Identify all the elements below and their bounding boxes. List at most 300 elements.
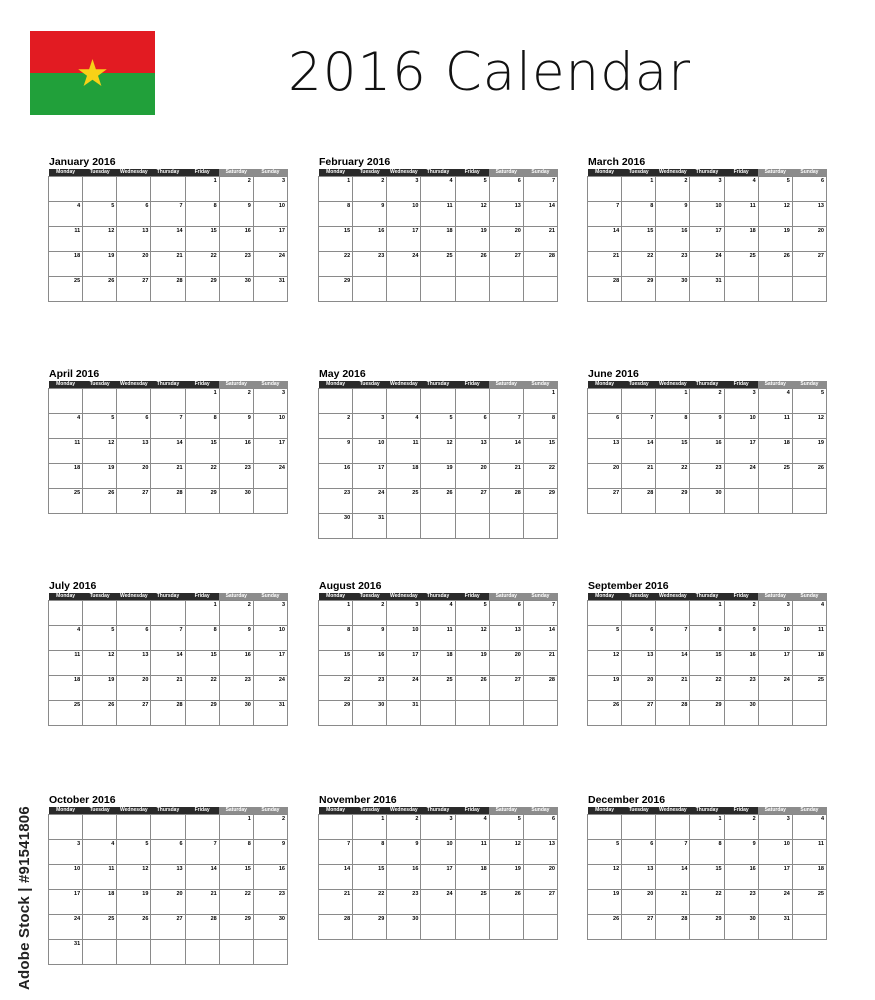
- day-cell: 23: [690, 464, 724, 489]
- day-cell: 12: [455, 626, 489, 651]
- day-cell: 5: [455, 601, 489, 626]
- day-cell: 14: [523, 626, 557, 651]
- day-cell: [49, 815, 83, 840]
- day-cell: 28: [656, 701, 690, 726]
- day-cell: 1: [219, 815, 253, 840]
- day-cell: 23: [219, 464, 253, 489]
- day-cell: 12: [83, 227, 117, 252]
- day-cell: 12: [758, 202, 792, 227]
- day-cell: 27: [588, 489, 622, 514]
- day-cell: [151, 940, 185, 965]
- day-cell: 6: [151, 840, 185, 865]
- day-cell: 18: [421, 227, 455, 252]
- month-title: September 2016: [588, 580, 669, 592]
- weekday-header: Saturday: [219, 593, 253, 601]
- day-cell: [724, 489, 758, 514]
- day-cell: 20: [117, 252, 151, 277]
- day-cell: [151, 389, 185, 414]
- day-cell: 10: [690, 202, 724, 227]
- day-cell: 17: [387, 651, 421, 676]
- day-cell: 21: [151, 676, 185, 701]
- month-title: August 2016: [319, 580, 382, 592]
- month-calendar: [48, 155, 288, 302]
- day-cell: 22: [622, 252, 656, 277]
- day-cell: 23: [387, 890, 421, 915]
- day-cell: 10: [253, 626, 287, 651]
- day-cell: 23: [219, 252, 253, 277]
- day-cell: 3: [353, 414, 387, 439]
- day-cell: 2: [387, 815, 421, 840]
- weekday-header: Tuesday: [353, 381, 387, 389]
- day-cell: 28: [588, 277, 622, 302]
- day-cell: 21: [622, 464, 656, 489]
- day-cell: 28: [319, 915, 353, 940]
- day-cell: [151, 177, 185, 202]
- day-cell: 20: [523, 865, 557, 890]
- day-cell: 16: [219, 651, 253, 676]
- day-cell: [455, 514, 489, 539]
- day-cell: [83, 177, 117, 202]
- day-cell: 12: [421, 439, 455, 464]
- day-cell: 21: [151, 252, 185, 277]
- day-cell: 8: [523, 414, 557, 439]
- day-cell: 24: [758, 890, 792, 915]
- day-cell: 21: [656, 890, 690, 915]
- day-cell: 13: [792, 202, 826, 227]
- weekday-header: Friday: [724, 593, 758, 601]
- day-cell: 22: [523, 464, 557, 489]
- day-cell: 12: [792, 414, 826, 439]
- day-cell: 20: [455, 464, 489, 489]
- day-cell: [117, 815, 151, 840]
- day-cell: 12: [83, 651, 117, 676]
- day-cell: 3: [758, 601, 792, 626]
- weekday-header: Monday: [319, 593, 353, 601]
- day-cell: 7: [523, 601, 557, 626]
- day-cell: 4: [421, 601, 455, 626]
- day-cell: 2: [253, 815, 287, 840]
- day-cell: 25: [758, 464, 792, 489]
- weekday-header: Wednesday: [656, 807, 690, 815]
- day-cell: 17: [253, 227, 287, 252]
- weekday-header: Friday: [185, 593, 219, 601]
- day-cell: 24: [353, 489, 387, 514]
- day-cell: [588, 815, 622, 840]
- day-cell: 17: [758, 651, 792, 676]
- weekday-header: Saturday: [219, 169, 253, 177]
- day-cell: 19: [455, 227, 489, 252]
- day-cell: 20: [792, 227, 826, 252]
- weekday-header: Wednesday: [117, 807, 151, 815]
- weekday-header: Tuesday: [622, 381, 656, 389]
- day-cell: 29: [219, 915, 253, 940]
- day-cell: 14: [319, 865, 353, 890]
- day-cell: [49, 601, 83, 626]
- day-cell: 16: [353, 651, 387, 676]
- month-title: December 2016: [588, 794, 666, 806]
- day-cell: 31: [387, 701, 421, 726]
- day-cell: 29: [690, 915, 724, 940]
- day-cell: 2: [724, 601, 758, 626]
- day-cell: 19: [455, 651, 489, 676]
- day-cell: [588, 177, 622, 202]
- day-cell: 4: [49, 626, 83, 651]
- month-title: March 2016: [588, 156, 646, 168]
- month-calendar: [48, 579, 288, 726]
- day-cell: 18: [792, 865, 826, 890]
- day-cell: 11: [792, 626, 826, 651]
- day-cell: 15: [319, 651, 353, 676]
- day-cell: 15: [185, 651, 219, 676]
- day-cell: 27: [151, 915, 185, 940]
- day-cell: 7: [656, 840, 690, 865]
- day-cell: 30: [219, 701, 253, 726]
- day-cell: 7: [523, 177, 557, 202]
- day-cell: 7: [151, 202, 185, 227]
- day-cell: 20: [622, 890, 656, 915]
- day-cell: [455, 389, 489, 414]
- day-cell: 29: [185, 701, 219, 726]
- day-cell: [117, 601, 151, 626]
- weekday-header: Tuesday: [83, 381, 117, 389]
- day-cell: 30: [690, 489, 724, 514]
- day-cell: 24: [758, 676, 792, 701]
- day-cell: 5: [792, 389, 826, 414]
- day-cell: 14: [588, 227, 622, 252]
- day-cell: 31: [49, 940, 83, 965]
- day-cell: 15: [622, 227, 656, 252]
- day-cell: 11: [421, 202, 455, 227]
- day-cell: 6: [117, 202, 151, 227]
- day-cell: 1: [185, 389, 219, 414]
- day-cell: 23: [353, 252, 387, 277]
- day-cell: 24: [49, 915, 83, 940]
- day-cell: 13: [489, 626, 523, 651]
- day-cell: 28: [622, 489, 656, 514]
- weekday-header: Tuesday: [83, 593, 117, 601]
- day-cell: [455, 915, 489, 940]
- day-cell: [421, 915, 455, 940]
- day-cell: 18: [83, 890, 117, 915]
- day-cell: 16: [319, 464, 353, 489]
- day-cell: 14: [151, 651, 185, 676]
- day-cell: 8: [185, 626, 219, 651]
- day-cell: 8: [319, 626, 353, 651]
- day-cell: 19: [421, 464, 455, 489]
- weekday-header: Friday: [455, 169, 489, 177]
- day-cell: 27: [455, 489, 489, 514]
- weekday-header: Saturday: [489, 381, 523, 389]
- weekday-header: Saturday: [489, 169, 523, 177]
- day-cell: [523, 514, 557, 539]
- day-cell: 14: [151, 439, 185, 464]
- weekday-header: Thursday: [421, 381, 455, 389]
- day-cell: 25: [421, 676, 455, 701]
- day-cell: 8: [185, 414, 219, 439]
- day-cell: 16: [353, 227, 387, 252]
- day-cell: 14: [489, 439, 523, 464]
- day-cell: 4: [387, 414, 421, 439]
- day-cell: [656, 601, 690, 626]
- day-cell: 9: [724, 840, 758, 865]
- day-cell: 10: [49, 865, 83, 890]
- day-cell: [185, 815, 219, 840]
- weekday-header: Monday: [588, 593, 622, 601]
- day-cell: 19: [83, 252, 117, 277]
- weekday-header: Wednesday: [387, 381, 421, 389]
- day-cell: 17: [690, 227, 724, 252]
- day-cell: 26: [489, 890, 523, 915]
- weekday-header: Tuesday: [353, 169, 387, 177]
- day-cell: 8: [319, 202, 353, 227]
- day-cell: 11: [83, 865, 117, 890]
- day-cell: 28: [523, 676, 557, 701]
- day-cell: 4: [421, 177, 455, 202]
- day-cell: 19: [792, 439, 826, 464]
- day-cell: 15: [185, 439, 219, 464]
- day-cell: 29: [319, 277, 353, 302]
- day-cell: 18: [49, 464, 83, 489]
- day-cell: [792, 277, 826, 302]
- day-cell: [588, 389, 622, 414]
- day-cell: [421, 514, 455, 539]
- day-cell: 22: [219, 890, 253, 915]
- day-cell: 4: [83, 840, 117, 865]
- month-table: [318, 807, 558, 940]
- day-cell: 27: [489, 252, 523, 277]
- day-cell: 18: [758, 439, 792, 464]
- day-cell: [523, 701, 557, 726]
- weekday-header: Sunday: [792, 593, 826, 601]
- day-cell: [489, 277, 523, 302]
- weekday-header: Tuesday: [622, 807, 656, 815]
- weekday-header: Wednesday: [387, 593, 421, 601]
- day-cell: 17: [758, 865, 792, 890]
- day-cell: 8: [690, 626, 724, 651]
- day-cell: 6: [588, 414, 622, 439]
- day-cell: 23: [353, 676, 387, 701]
- day-cell: 13: [588, 439, 622, 464]
- day-cell: [758, 701, 792, 726]
- day-cell: 28: [151, 701, 185, 726]
- day-cell: 22: [185, 464, 219, 489]
- weekday-header: Thursday: [690, 169, 724, 177]
- weekday-header: Sunday: [253, 807, 287, 815]
- weekday-header: Thursday: [151, 381, 185, 389]
- day-cell: 11: [49, 439, 83, 464]
- month-table: [587, 807, 827, 940]
- day-cell: [319, 815, 353, 840]
- day-cell: 22: [353, 890, 387, 915]
- day-cell: 16: [253, 865, 287, 890]
- day-cell: 23: [319, 489, 353, 514]
- weekday-header: Sunday: [523, 593, 557, 601]
- day-cell: 9: [724, 626, 758, 651]
- day-cell: [353, 389, 387, 414]
- month-title: November 2016: [319, 794, 397, 806]
- day-cell: 15: [656, 439, 690, 464]
- day-cell: 10: [387, 202, 421, 227]
- day-cell: 1: [690, 815, 724, 840]
- day-cell: 6: [489, 601, 523, 626]
- weekday-header: Sunday: [253, 169, 287, 177]
- day-cell: 15: [690, 651, 724, 676]
- day-cell: 15: [353, 865, 387, 890]
- day-cell: 17: [353, 464, 387, 489]
- day-cell: 28: [185, 915, 219, 940]
- day-cell: 2: [690, 389, 724, 414]
- day-cell: [83, 389, 117, 414]
- day-cell: 31: [353, 514, 387, 539]
- day-cell: 17: [253, 651, 287, 676]
- day-cell: [792, 701, 826, 726]
- day-cell: 24: [690, 252, 724, 277]
- day-cell: 7: [622, 414, 656, 439]
- page-title: 2016 Calendar: [288, 42, 692, 103]
- day-cell: 10: [758, 626, 792, 651]
- day-cell: 25: [49, 489, 83, 514]
- day-cell: 23: [656, 252, 690, 277]
- day-cell: 30: [724, 915, 758, 940]
- day-cell: 7: [489, 414, 523, 439]
- weekday-header: Saturday: [219, 381, 253, 389]
- weekday-header: Friday: [724, 381, 758, 389]
- weekday-header: Friday: [185, 381, 219, 389]
- weekday-header: Monday: [319, 807, 353, 815]
- day-cell: 1: [690, 601, 724, 626]
- day-cell: 7: [588, 202, 622, 227]
- day-cell: 20: [151, 890, 185, 915]
- day-cell: [387, 277, 421, 302]
- day-cell: [185, 940, 219, 965]
- day-cell: 5: [83, 626, 117, 651]
- weekday-header: Monday: [319, 381, 353, 389]
- weekday-header: Friday: [455, 807, 489, 815]
- day-cell: 13: [455, 439, 489, 464]
- day-cell: 3: [758, 815, 792, 840]
- weekday-header: Friday: [455, 381, 489, 389]
- day-cell: 9: [219, 626, 253, 651]
- day-cell: 8: [656, 414, 690, 439]
- day-cell: 26: [455, 676, 489, 701]
- weekday-header: Sunday: [523, 381, 557, 389]
- day-cell: 5: [588, 840, 622, 865]
- day-cell: 3: [724, 389, 758, 414]
- day-cell: 8: [353, 840, 387, 865]
- day-cell: [455, 277, 489, 302]
- day-cell: 3: [253, 177, 287, 202]
- day-cell: 27: [523, 890, 557, 915]
- day-cell: 30: [656, 277, 690, 302]
- weekday-header: Monday: [49, 593, 83, 601]
- weekday-header: Thursday: [421, 807, 455, 815]
- month-table: [587, 169, 827, 302]
- day-cell: 4: [455, 815, 489, 840]
- day-cell: 13: [489, 202, 523, 227]
- day-cell: [319, 389, 353, 414]
- day-cell: 2: [219, 601, 253, 626]
- day-cell: 30: [724, 701, 758, 726]
- day-cell: 21: [151, 464, 185, 489]
- day-cell: 7: [656, 626, 690, 651]
- day-cell: 6: [117, 626, 151, 651]
- day-cell: [387, 389, 421, 414]
- day-cell: [758, 277, 792, 302]
- day-cell: 2: [656, 177, 690, 202]
- day-cell: 25: [49, 277, 83, 302]
- day-cell: 27: [622, 915, 656, 940]
- day-cell: 14: [523, 202, 557, 227]
- day-cell: 29: [690, 701, 724, 726]
- day-cell: 18: [421, 651, 455, 676]
- day-cell: 19: [83, 464, 117, 489]
- day-cell: 21: [319, 890, 353, 915]
- day-cell: [588, 601, 622, 626]
- month-calendar: [318, 793, 558, 940]
- weekday-header: Wednesday: [117, 381, 151, 389]
- weekday-header: Saturday: [758, 169, 792, 177]
- day-cell: 9: [253, 840, 287, 865]
- day-cell: 19: [489, 865, 523, 890]
- day-cell: 9: [690, 414, 724, 439]
- day-cell: 25: [792, 890, 826, 915]
- day-cell: 25: [387, 489, 421, 514]
- day-cell: 18: [387, 464, 421, 489]
- day-cell: 5: [421, 414, 455, 439]
- day-cell: 26: [83, 701, 117, 726]
- weekday-header: Monday: [588, 169, 622, 177]
- day-cell: 19: [117, 890, 151, 915]
- day-cell: 29: [185, 489, 219, 514]
- day-cell: 30: [253, 915, 287, 940]
- day-cell: 21: [656, 676, 690, 701]
- month-title: July 2016: [49, 580, 97, 592]
- day-cell: 26: [758, 252, 792, 277]
- weekday-header: Monday: [49, 381, 83, 389]
- day-cell: 9: [387, 840, 421, 865]
- day-cell: 10: [724, 414, 758, 439]
- day-cell: 8: [622, 202, 656, 227]
- day-cell: [253, 489, 287, 514]
- day-cell: 16: [656, 227, 690, 252]
- weekday-header: Wednesday: [656, 381, 690, 389]
- day-cell: 2: [353, 601, 387, 626]
- day-cell: 28: [489, 489, 523, 514]
- day-cell: 31: [690, 277, 724, 302]
- day-cell: [151, 815, 185, 840]
- day-cell: 4: [758, 389, 792, 414]
- day-cell: 27: [489, 676, 523, 701]
- weekday-header: Friday: [455, 593, 489, 601]
- day-cell: 4: [792, 601, 826, 626]
- day-cell: 13: [117, 227, 151, 252]
- day-cell: 22: [185, 676, 219, 701]
- weekday-header: Tuesday: [353, 593, 387, 601]
- day-cell: 22: [185, 252, 219, 277]
- weekday-header: Wednesday: [656, 169, 690, 177]
- day-cell: 6: [523, 815, 557, 840]
- day-cell: 19: [83, 676, 117, 701]
- day-cell: 26: [588, 915, 622, 940]
- day-cell: 6: [455, 414, 489, 439]
- day-cell: 11: [387, 439, 421, 464]
- month-calendar: [48, 367, 288, 514]
- day-cell: 11: [49, 227, 83, 252]
- day-cell: 6: [489, 177, 523, 202]
- day-cell: 5: [455, 177, 489, 202]
- day-cell: 27: [792, 252, 826, 277]
- day-cell: 3: [253, 389, 287, 414]
